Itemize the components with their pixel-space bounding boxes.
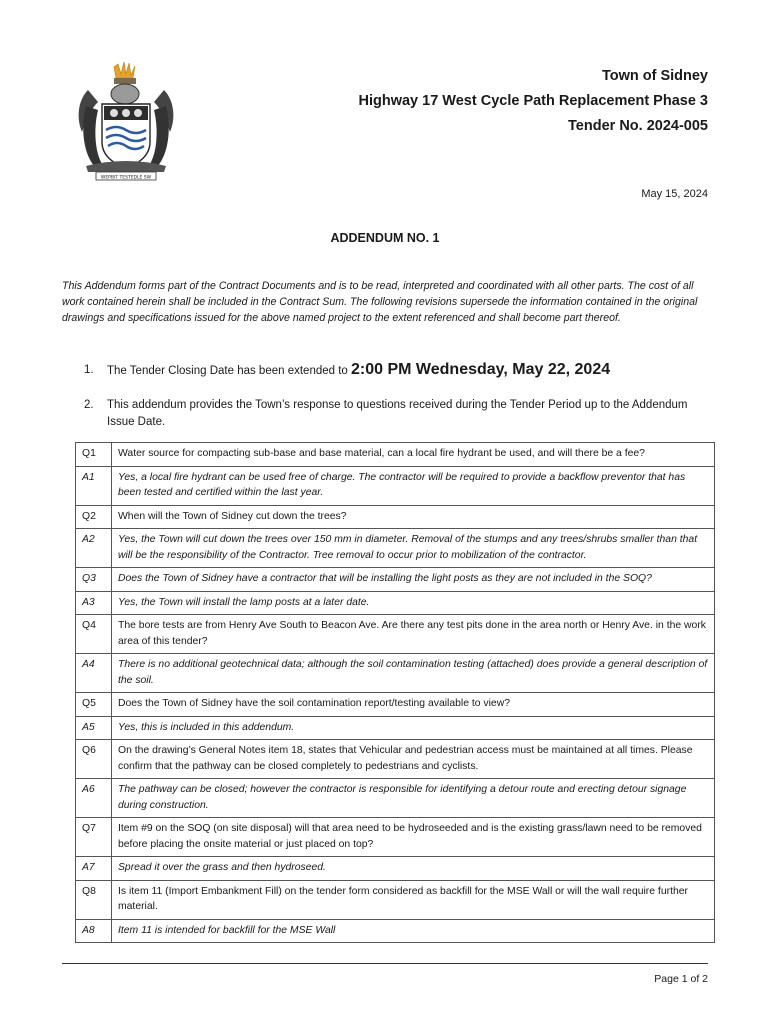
qa-code: A8	[76, 919, 112, 943]
qa-row	[76, 615, 715, 654]
qa-code: A5	[76, 716, 112, 740]
qa-code: A1	[76, 466, 112, 505]
qa-code: Q7	[76, 818, 112, 857]
list-item-number: 2.	[84, 399, 94, 411]
qa-row	[76, 654, 715, 693]
list-item-2	[84, 397, 714, 430]
document-date: May 15, 2024	[641, 188, 708, 200]
qa-row	[76, 505, 715, 529]
qa-row	[76, 857, 715, 881]
qa-text: Yes, this is included in this addendum.	[112, 716, 715, 740]
document-header	[359, 64, 709, 139]
intro-paragraph: This Addendum forms part of the Contract Documents and is to be read, interpreted and coordinated with all other parts. The cost of all work contained herein shall be included in the Contract Sum. The following revisions supersede the information contained in the original drawings and specifications issued for the above named project to the extent referenced and shall become part thereof.	[62, 280, 698, 324]
list-item-text: This addendum provides the Town’s response to questions received during the Tender Period up to the Addendum Issue Date.	[107, 399, 688, 428]
qa-row	[76, 919, 715, 943]
qa-text: Does the Town of Sidney have a contractor that will be installing the light posts as they are not included in the SOQ?	[112, 568, 715, 592]
town-crest-logo	[68, 60, 184, 184]
footer-divider	[62, 963, 708, 964]
qa-row	[76, 568, 715, 592]
qa-code: A6	[76, 779, 112, 818]
qa-code: A2	[76, 529, 112, 568]
qa-text: Yes, the Town will install the lamp posts at a later date.	[112, 591, 715, 615]
qa-code: A3	[76, 591, 112, 615]
svg-text:WEPBIT TESTEDLE SW: WEPBIT TESTEDLE SW	[100, 175, 152, 181]
qa-text: The pathway can be closed; however the contractor is responsible for identifying a detour route and erecting detour signage during construction.	[112, 779, 715, 818]
qa-text: When will the Town of Sidney cut down the trees?	[112, 505, 715, 529]
qa-code: Q1	[76, 443, 112, 467]
qa-text: Yes, a local fire hydrant can be used free of charge. The contractor will be required to provide a backflow preventor that has been tested and certified within the last year.	[112, 466, 715, 505]
qa-code: A4	[76, 654, 112, 693]
page-number: Page 1 of 2	[654, 973, 708, 985]
qa-code: A7	[76, 857, 112, 881]
qa-text: On the drawing’s General Notes item 18, states that Vehicular and pedestrian access must be maintained at all times. Please confirm that the pathway can be closed completely to pedestrians and cyclists.	[112, 740, 715, 779]
qa-text: Yes, the Town will cut down the trees over 150 mm in diameter. Removal of the stumps and any trees/shrubs smaller than that will be the responsibility of the Contractor. Tree removal to occur prior to mobilization of the contractor.	[112, 529, 715, 568]
qa-row	[76, 466, 715, 505]
qa-text: Is item 11 (Import Embankment Fill) on the tender form considered as backfill for the MSE Wall or will the wall require further material.	[112, 880, 715, 919]
qa-row	[76, 591, 715, 615]
qa-code: Q8	[76, 880, 112, 919]
qa-text: Spread it over the grass and then hydroseed.	[112, 857, 715, 881]
qa-row	[76, 880, 715, 919]
header-tender-number: Tender No. 2024-005	[568, 118, 708, 134]
header-town-name: Town of Sidney	[601, 68, 708, 84]
qa-code: Q2	[76, 505, 112, 529]
qa-row	[76, 740, 715, 779]
qa-code: Q5	[76, 693, 112, 717]
addendum-title: ADDENDUM NO. 1	[330, 231, 440, 245]
qa-code: Q3	[76, 568, 112, 592]
qa-text: Water source for compacting sub-base and base material, can a local fire hydrant be used, and will there be a fee?	[112, 443, 715, 467]
qa-row	[76, 779, 715, 818]
list-item-1	[84, 362, 714, 380]
qa-row	[76, 443, 715, 467]
qa-text: Item 11 is intended for backfill for the MSE Wall	[112, 919, 715, 943]
qa-table	[75, 442, 715, 943]
qa-text: Item #9 on the SOQ (on site disposal) will that area need to be hydroseeded and is the existing grass/lawn need to be removed before placing the onsite material or just placed on top?	[112, 818, 715, 857]
qa-text: There is no additional geotechnical data; although the soil contamination testing (attached) does provide a general description of the soil.	[112, 654, 715, 693]
qa-code: Q6	[76, 740, 112, 779]
closing-date-emphasis: 2:00 PM Wednesday, May 22, 2024	[351, 361, 611, 378]
qa-text: The bore tests are from Henry Ave South to Beacon Ave. Are there any test pits done in the area north or Henry Ave. in the work area of this tender?	[112, 615, 715, 654]
list-item-number: 1.	[84, 364, 94, 376]
qa-row	[76, 529, 715, 568]
qa-row	[76, 693, 715, 717]
list-item-text: The Tender Closing Date has been extended to	[107, 365, 352, 377]
qa-row	[76, 716, 715, 740]
qa-code: Q4	[76, 615, 112, 654]
qa-row	[76, 818, 715, 857]
header-project-name: Highway 17 West Cycle Path Replacement Phase 3	[358, 93, 708, 109]
qa-text: Does the Town of Sidney have the soil contamination report/testing available to view?	[112, 693, 715, 717]
